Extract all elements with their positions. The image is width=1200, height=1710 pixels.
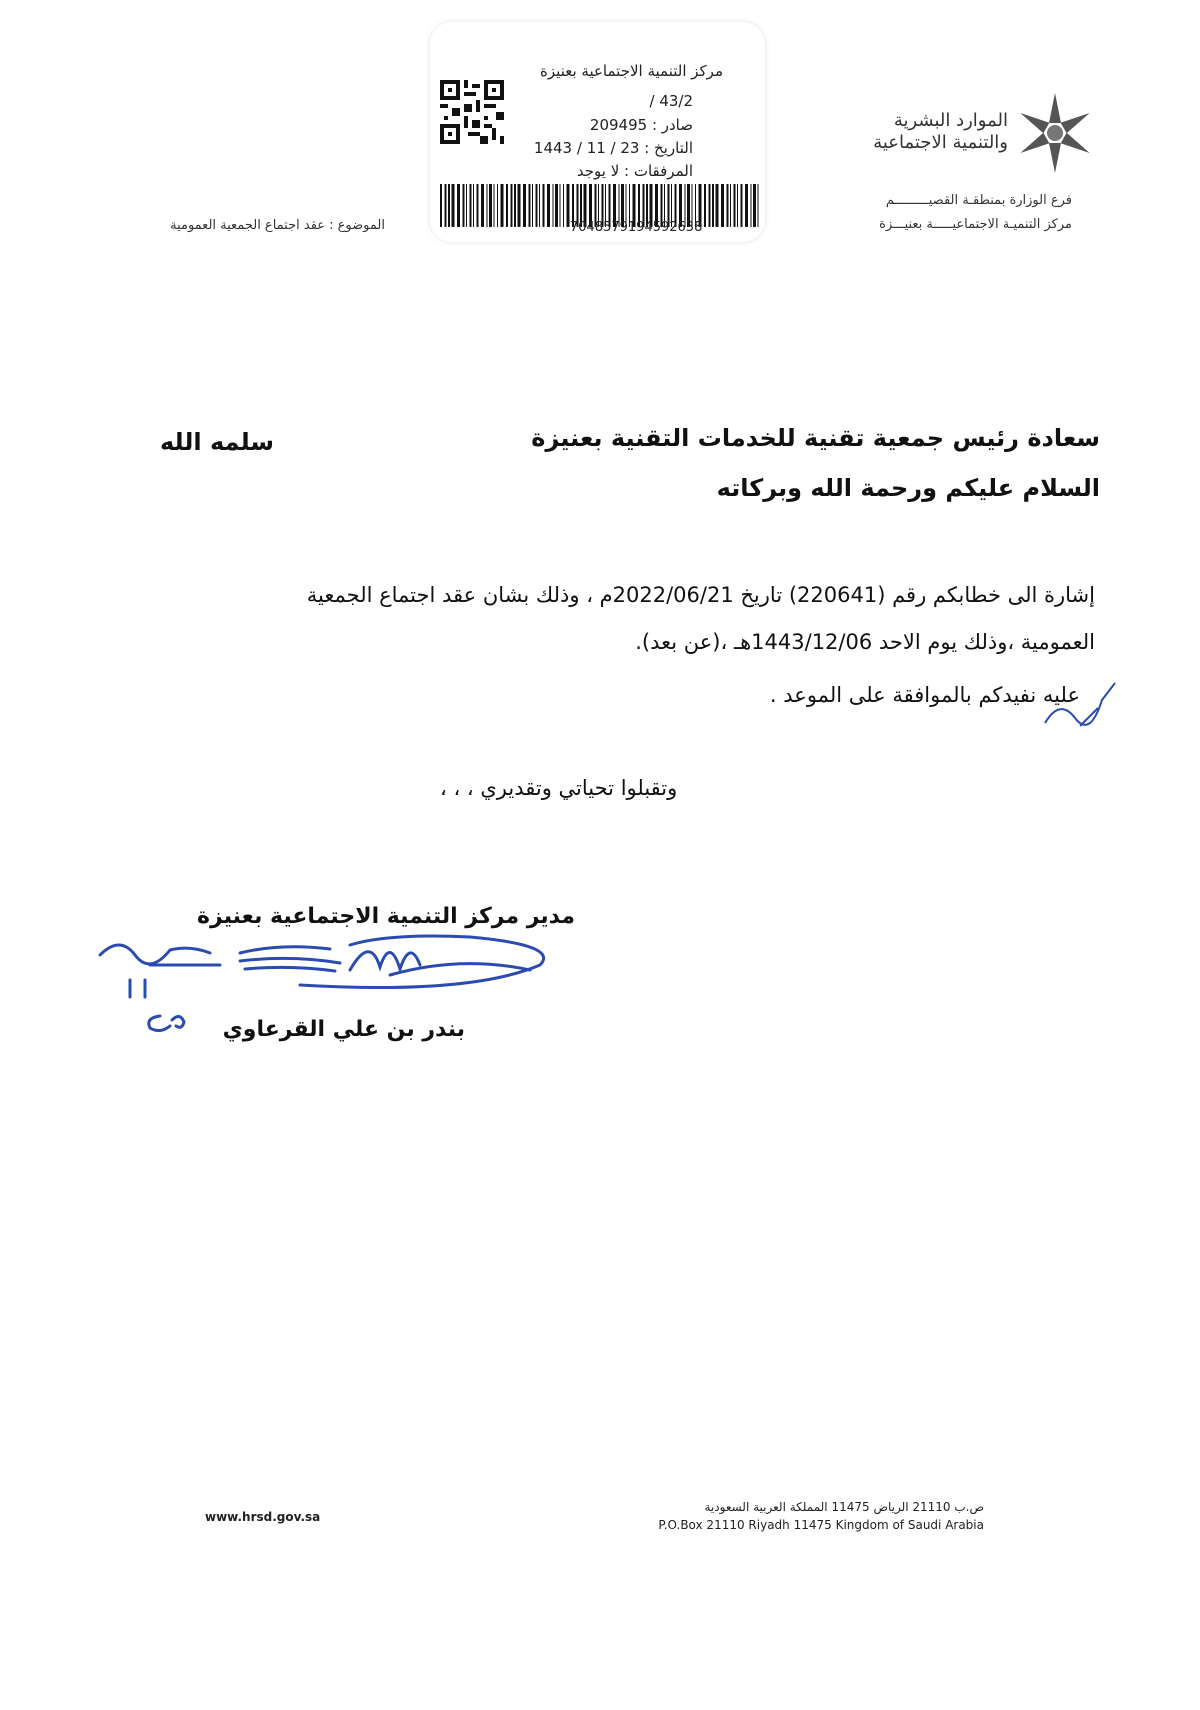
- barcode-bar: [457, 184, 460, 227]
- ministry-logo: [780, 88, 1100, 178]
- barcode-bar: [555, 184, 558, 227]
- barcode-bar: [448, 184, 450, 227]
- barcode-bar: [487, 184, 488, 227]
- barcode-bar: [730, 184, 731, 227]
- barcode-bar: [523, 184, 526, 227]
- handwritten-initial-icon: [140, 1008, 190, 1038]
- paragraph1-line1: إشارة الى خطابكم رقم (220641) تاريخ 2022/06/21م ، وذلك بشان عقد اجتماع الجمعية: [306, 583, 1095, 607]
- barcode-bar: [543, 184, 545, 227]
- approval-mark-icon: [1040, 678, 1120, 738]
- ministry-name: [873, 110, 1008, 154]
- barcode-bar: [539, 184, 540, 227]
- barcode-bar: [440, 184, 442, 227]
- stamp-issued: صادر : 209495: [589, 116, 693, 134]
- barcode-bar: [494, 184, 495, 227]
- website: www.hrsd.gov.sa: [205, 1510, 321, 1524]
- stamp-ref: 43/2 /: [649, 92, 693, 110]
- branch-line2: مركز التنميـة الاجتماعيـــــة بعنيـــزة: [879, 217, 1072, 232]
- salutation: السلام عليكم ورحمة الله وبركاته: [716, 474, 1100, 502]
- qr-code-icon: [440, 80, 504, 144]
- recipient-line: سعادة رئيس جمعية تقنية للخدمات التقنية بعنيزة: [531, 424, 1100, 452]
- address-arabic: ص.ب 21110 الرياض 11475 المملكة العربية السعودية: [704, 1500, 984, 1514]
- barcode-bar: [734, 184, 736, 227]
- paragraph1-line2: العمومية ،وذلك يوم الاحد 1443/12/06هـ ،(عن بعد).: [635, 630, 1095, 654]
- barcode-bar: [501, 184, 504, 227]
- barcode-bar: [741, 184, 743, 227]
- barcode-bar: [553, 184, 554, 227]
- barcode-number: 7048579194592638: [570, 220, 703, 235]
- honorific: سلمه الله: [160, 428, 274, 456]
- barcode-bar: [704, 184, 706, 227]
- barcode-bar: [737, 184, 738, 227]
- signer-name: بندر بن علي القرعاوي: [222, 1017, 465, 1042]
- barcode-bar: [506, 184, 508, 227]
- barcode-bar: [751, 184, 752, 227]
- barcode-bar: [529, 184, 531, 227]
- barcode-bar: [466, 184, 467, 227]
- barcode-bar: [463, 184, 465, 227]
- barcode-bar: [518, 184, 521, 227]
- barcode-bar: [563, 184, 564, 227]
- barcode-bar: [489, 184, 492, 227]
- stamp-center-name: مركز التنمية الاجتماعية بعنيزة: [540, 62, 723, 80]
- outgoing-stamp: [430, 22, 765, 242]
- signer-title: مدير مركز التنمية الاجتماعية بعنيزة: [197, 904, 575, 929]
- barcode-bar: [716, 184, 719, 227]
- barcode-bar: [470, 184, 472, 227]
- barcode-bar: [477, 184, 479, 227]
- closing-line: وتقبلوا تحياتي وتقديري ، ، ،: [440, 776, 678, 800]
- barcode-bar: [721, 184, 724, 227]
- barcode-bar: [758, 184, 759, 227]
- barcode-bar: [547, 184, 550, 227]
- address-english: P.O.Box 21110 Riyadh 11475 Kingdom of Saudi Arabia: [658, 1518, 984, 1532]
- stamp-attachments: المرفقات : لا يوجد: [576, 162, 693, 180]
- barcode-bar: [532, 184, 533, 227]
- barcode-bar: [445, 184, 447, 227]
- barcode-bar: [452, 184, 455, 227]
- ministry-star-icon: [1010, 88, 1100, 178]
- ministry-name-line2: والتنمية الاجتماعية: [873, 132, 1008, 153]
- barcode-bar: [712, 184, 714, 227]
- paragraph2: عليه نفيدكم بالموافقة على الموعد .: [769, 683, 1080, 707]
- ministry-name-line1: الموارد البشرية: [893, 110, 1008, 131]
- barcode-bar: [481, 184, 484, 227]
- barcode-bar: [753, 184, 756, 227]
- branch-line1: فرع الوزارة بمنطقـة القصيـــــــــم: [885, 193, 1072, 208]
- barcode-bar: [536, 184, 538, 227]
- barcode-bar: [497, 184, 498, 227]
- barcode-bar: [745, 184, 748, 227]
- stamp-date: التاريخ : 23 / 11 / 1443: [533, 139, 693, 157]
- barcode-bar: [511, 184, 513, 227]
- barcode-bar: [560, 184, 561, 227]
- handwritten-signature-icon: [90, 925, 550, 1015]
- barcode-bar: [514, 184, 516, 227]
- barcode-bar: [709, 184, 711, 227]
- subject-line: الموضوع : عقد اجتماع الجمعية العمومية: [170, 218, 385, 233]
- barcode-bar: [727, 184, 729, 227]
- barcode-bar: [473, 184, 474, 227]
